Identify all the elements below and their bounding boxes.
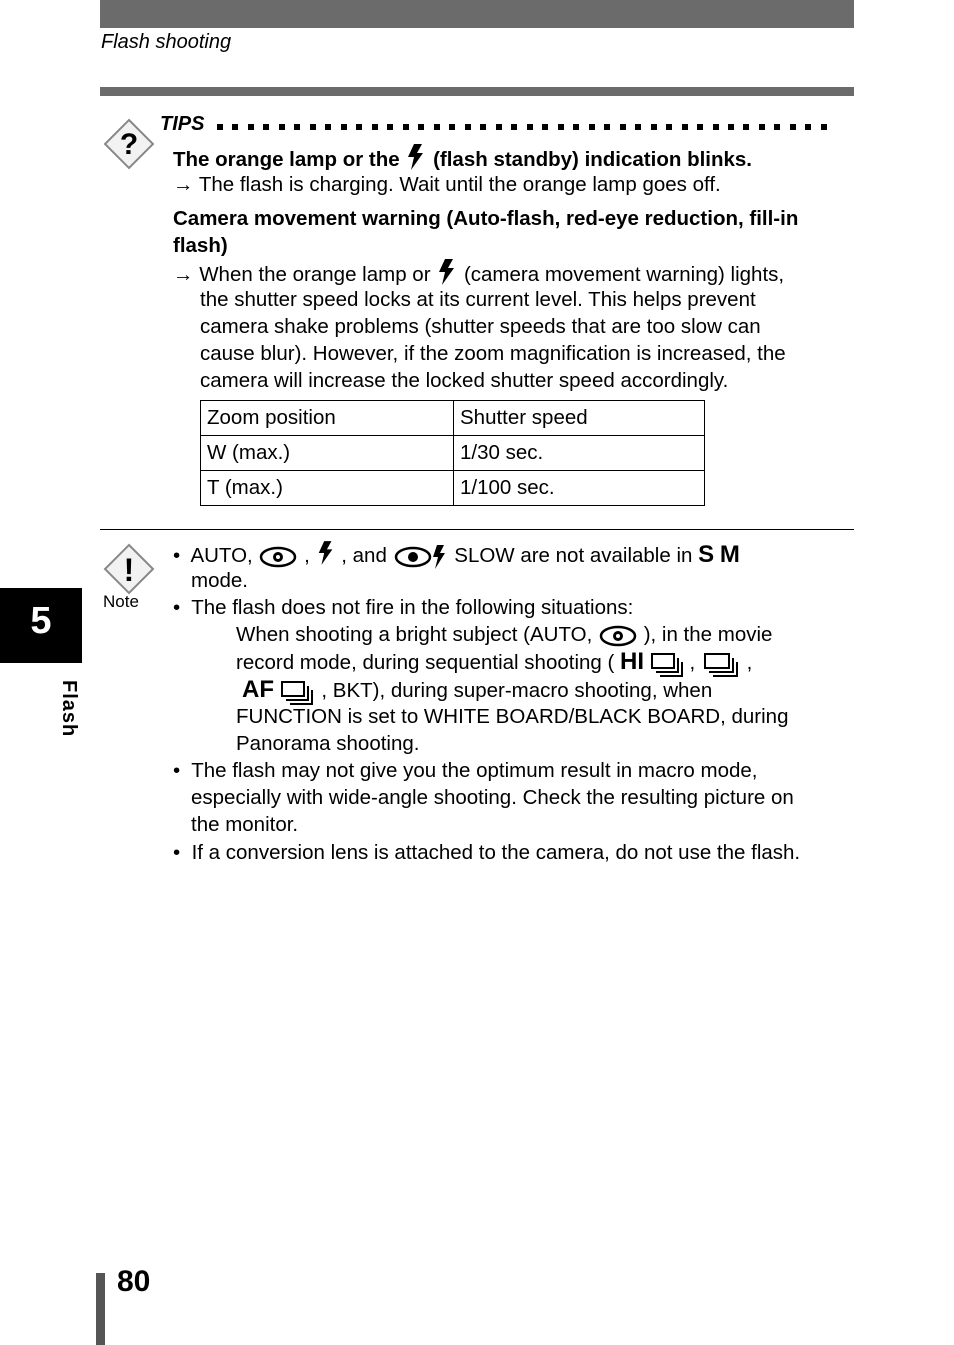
tips-item1-body: → The flash is charging. Wait until the orange lamp goes off. xyxy=(173,173,721,196)
tips-item1-title: The orange lamp or the (flash standby) indication blinks. xyxy=(173,144,752,173)
chapter-number: 5 xyxy=(30,600,52,642)
af-sequential-shooting-icon xyxy=(280,678,316,706)
note-bullet2-sub1: When shooting a bright subject (AUTO, ), in the movie xyxy=(236,623,773,646)
fill-in-flash-icon xyxy=(316,540,336,566)
page-number-bar xyxy=(96,1273,105,1345)
note-bullet4-line1: • If a conversion lens is attached to the camera, do not use the flash. xyxy=(173,841,801,864)
tips-heading: TIPS xyxy=(160,113,205,135)
table-cell: 1/100 sec. xyxy=(454,471,705,506)
header-bar xyxy=(100,0,854,28)
flash-icon xyxy=(405,144,427,170)
note-bullet2-sub4: FUNCTION is set to WHITE BOARD/BLACK BOARD, during xyxy=(236,705,789,728)
page-number: 80 xyxy=(117,1265,151,1298)
tips-item2-line2: the shutter speed locks at its current level. This helps prevent xyxy=(200,288,756,311)
sequential-shooting-icon xyxy=(650,650,684,678)
mode-s-symbol: S xyxy=(698,541,715,568)
note-bullet2-sub3: AF , BKT), during super-macro shooting, when xyxy=(242,676,712,706)
table-cell: W (max.) xyxy=(201,436,454,471)
sequential-shooting-icon xyxy=(701,650,741,678)
note-bullet3-line2: especially with wide-angle shooting. Check the resulting picture on xyxy=(191,786,794,809)
red-eye-icon xyxy=(258,545,298,569)
note-bullet3-line3: the monitor. xyxy=(191,813,299,836)
tips-question-icon xyxy=(103,118,155,170)
af-label: AF xyxy=(242,676,274,703)
table-header-cell: Shutter speed xyxy=(454,401,705,436)
red-eye-icon xyxy=(598,624,638,648)
section-title: Flash shooting xyxy=(101,31,232,53)
tips-dotted-rule xyxy=(217,124,827,130)
table-row xyxy=(201,436,705,471)
tips-item2-line1: → When the orange lamp or (camera movement warning) lights, xyxy=(173,259,784,288)
table-header-row xyxy=(201,401,705,436)
red-eye-slow-flash-icon xyxy=(393,544,449,570)
note-bullet2-line1: • The flash does not fire in the following situations: xyxy=(173,596,634,619)
svg-text:!: ! xyxy=(123,552,135,588)
note-bullet2-sub5: Panorama shooting. xyxy=(236,732,420,755)
tips-item2-title-line1: Camera movement warning (Auto-flash, red-eye reduction, fill-in xyxy=(173,207,799,230)
chapter-name: Flash xyxy=(58,680,80,738)
note-bullet2-sub2: record mode, during sequential shooting ( HI , , xyxy=(236,648,752,678)
tips-item2-line5: camera will increase the locked shutter speed accordingly. xyxy=(200,369,729,392)
table-cell: 1/30 sec. xyxy=(454,436,705,471)
camera-shake-flash-icon xyxy=(436,259,458,285)
note-label: Note xyxy=(103,592,139,611)
note-exclamation-icon xyxy=(103,543,155,595)
svg-text:?: ? xyxy=(119,128,139,161)
mode-m-symbol: M xyxy=(719,541,740,568)
tips-item2-line3: camera shake problems (shutter speeds that are too slow can xyxy=(200,315,761,338)
hi-speed-label: HI xyxy=(620,648,645,675)
note-bullet1-line2: mode. xyxy=(191,569,248,592)
tips-item2-line4: cause blur). However, if the zoom magnification is increased, the xyxy=(200,342,786,365)
header-rule xyxy=(100,87,854,96)
tips-item2-title-line2: flash) xyxy=(173,234,228,257)
table-cell: T (max.) xyxy=(201,471,454,506)
shutter-speed-table xyxy=(200,400,705,506)
table-header-cell: Zoom position xyxy=(201,401,454,436)
note-bullet3-line1: • The flash may not give you the optimum result in macro mode, xyxy=(173,759,758,782)
table-row xyxy=(201,471,705,506)
section-divider xyxy=(100,529,854,530)
note-bullet1-line1: • AUTO, , , and SLOW are not available in S M xyxy=(173,541,740,568)
